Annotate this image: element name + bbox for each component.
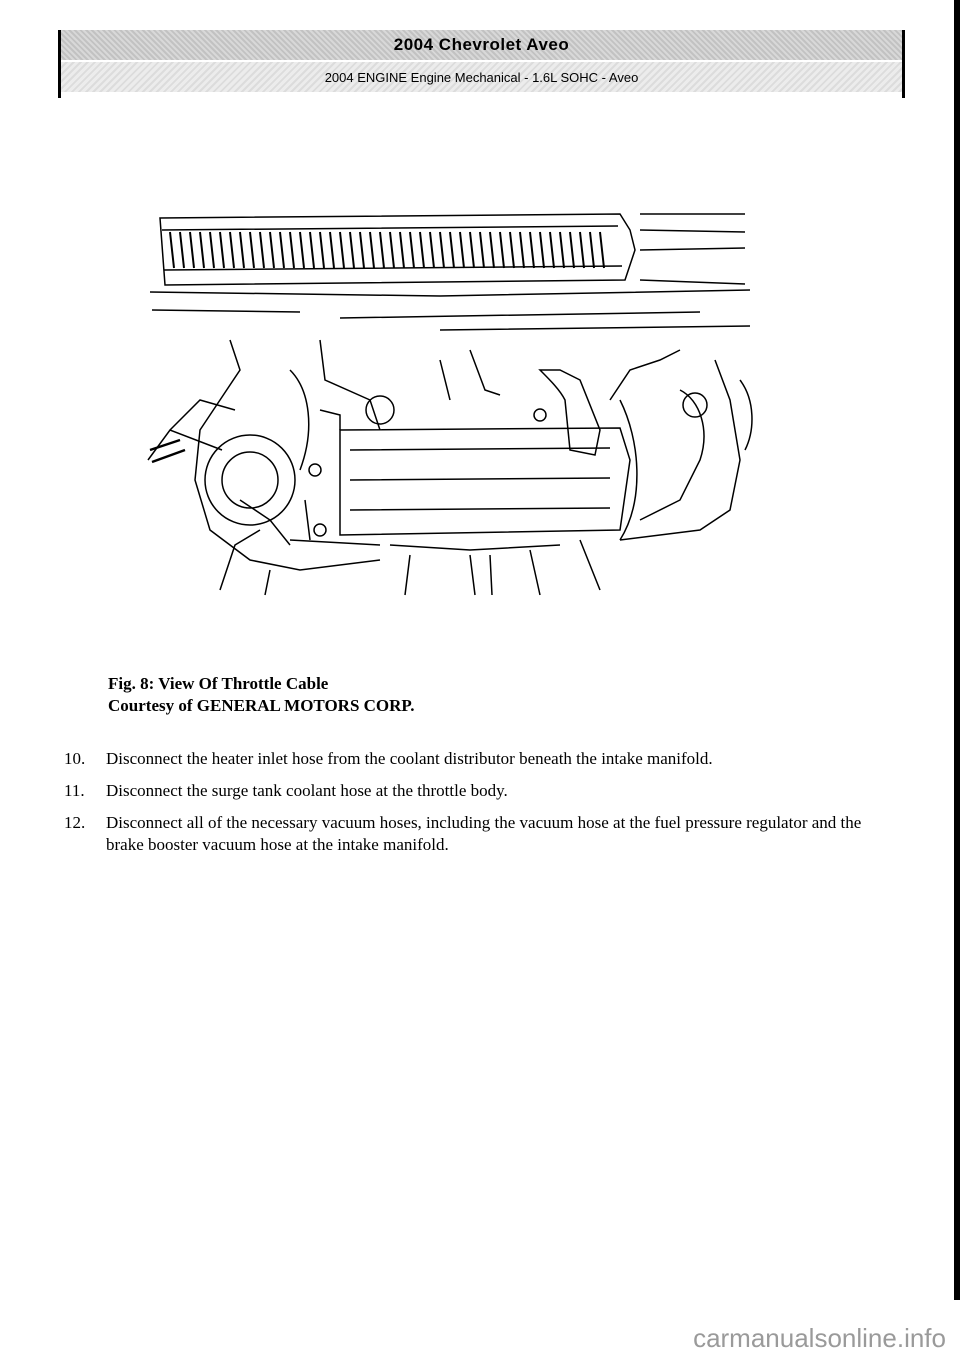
step-number: 10. [64,749,86,768]
figure-caption-title: Fig. 8: View Of Throttle Cable [108,674,329,693]
header-title-bar [61,30,902,60]
header-frame-right [902,30,905,98]
list-item [64,748,874,770]
site-watermark: carmanualsonline.info [693,1323,946,1353]
header-subtitle-bar [61,62,902,92]
procedure-steps [64,748,874,866]
document-subtitle: 2004 ENGINE Engine Mechanical - 1.6L SOHC - Aveo [324,69,639,85]
step-text: Disconnect all of the necessary vacuum hoses, including the vacuum hose at the fuel pressure regulator and the brake booster vacuum hose at the intake manifold. [106,813,862,854]
throttle-cable-illustration [140,200,760,600]
document-title: 2004 Chevrolet Aveo [393,35,570,54]
step-text: Disconnect the surge tank coolant hose at the throttle body. [106,781,508,800]
page-edge [954,0,960,1300]
list-item [64,812,874,856]
list-item [64,780,874,802]
step-number: 12. [64,813,86,832]
step-number: 11. [64,781,85,800]
figure-caption-credit: Courtesy of GENERAL MOTORS CORP. [108,696,415,715]
step-text: Disconnect the heater inlet hose from the coolant distributor beneath the intake manifold. [106,749,713,768]
figure-caption [108,673,415,717]
